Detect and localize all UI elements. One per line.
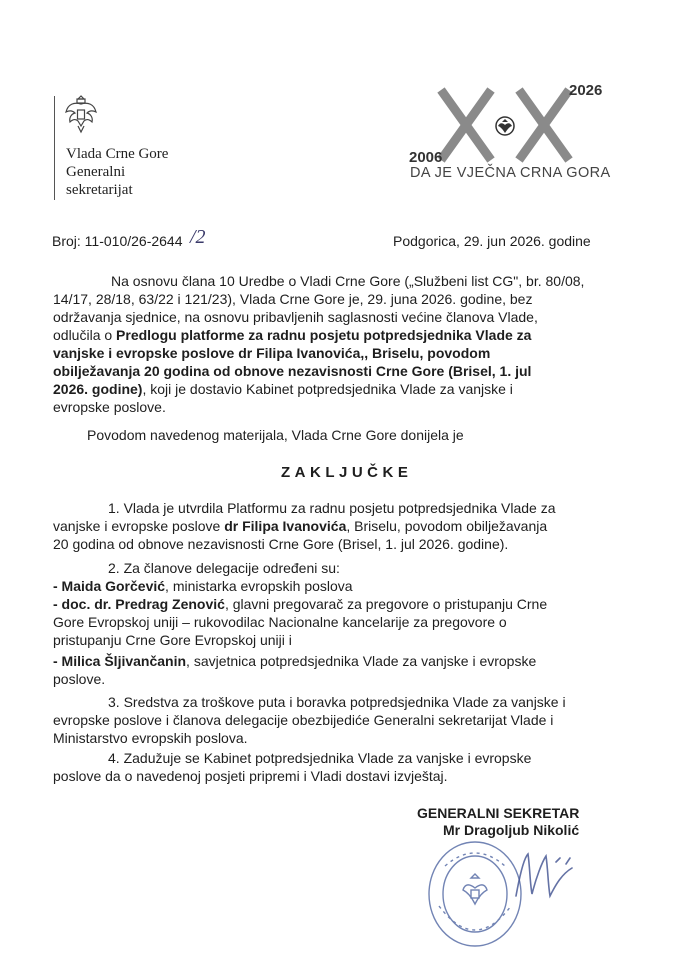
- org-unit-line2: sekretarijat: [66, 182, 133, 198]
- preamble-subject-bold: 2026. godine): [53, 381, 143, 397]
- delegate-line: poslove.: [53, 671, 106, 687]
- conclusion-line: 20 godina od obnove nezavisnosti Crne Gore (Brisel, 1. jul 2026. godine).: [53, 536, 509, 552]
- conclusion-line: Ministarstvo evropskih poslova.: [53, 730, 248, 746]
- conclusion-line: 1. Vlada je utvrdila Platformu za radnu posjetu potpredsjednika Vlade za: [108, 500, 556, 516]
- conclusion-line: poslove da o navedenoj posjeti pripremi i Vladi dostavi izvještaj.: [53, 768, 448, 784]
- logo-year-end: 2026: [569, 82, 603, 99]
- delegate-name: - doc. dr. Predrag Zenović: [53, 596, 225, 612]
- preamble-subject-bold: vanjske i evropske poslove dr Filipa Ivanovića,, Briselu, povodom: [53, 345, 491, 361]
- logo-year-start: 2006: [409, 149, 443, 166]
- preamble-subject-bold: obilježavanja 20 godina od obnove nezavisnosti Crne Gore (Brisel, 1. jul: [53, 363, 532, 379]
- delegate-role: , savjetnica potpredsjednika Vlade za vanjske i evropske: [186, 653, 537, 669]
- preamble-line: [53, 381, 513, 399]
- preamble-line: 14/17, 28/18, 63/22 i 121/23), Vlada Crne Gore je, 29. juna 2026. godine, bez: [53, 291, 533, 307]
- official-stamp-icon: [425, 836, 525, 956]
- conclusions-heading: ZAKLJUČKE: [281, 464, 413, 481]
- delegate-line: pristupanju Crne Gore Evropskoj uniji i: [53, 632, 292, 648]
- person-name: dr Filipa Ivanovića: [224, 518, 347, 534]
- conclusion-line: evropske poslove i članova delegacije obezbijediće Generalni sekretarijat Vlade i: [53, 712, 554, 728]
- signatory-title: GENERALNI SEKRETAR: [417, 805, 580, 821]
- preamble-line: evropske poslove.: [53, 399, 166, 415]
- org-name: Vlada Crne Gore: [66, 146, 169, 162]
- preamble-line: Na osnovu člana 10 Uredbe o Vladi Crne Gore („Službeni list CG", br. 80/08,: [111, 273, 585, 289]
- preamble-text: , koji je dostavio Kabinet potpredsjednika Vlade za vanjske i: [142, 381, 513, 397]
- signatory-name: Mr Dragoljub Nikolić: [443, 822, 580, 838]
- delegate-name: - Maida Gorčević: [53, 578, 166, 594]
- delegate-line: Gore Evropskoj uniji – rukovodilac Nacionalne kancelarije za pregovore o: [53, 614, 507, 630]
- conclusion-text: , Briselu, povodom obilježavanja: [346, 518, 548, 534]
- preamble-line: Povodom navedenog materijala, Vlada Crne Gore donijela je: [87, 427, 464, 443]
- preamble-line: [53, 327, 531, 345]
- preamble-text: odlučila o: [53, 327, 117, 343]
- delegate-line: [53, 596, 547, 614]
- org-unit-line1: Generalni: [66, 164, 126, 180]
- conclusion-line: 2. Za članove delegacije određeni su:: [108, 560, 340, 576]
- delegate-name: - Milica Šljivančanin: [53, 653, 187, 669]
- document-number-handwritten-suffix: /2: [190, 226, 206, 248]
- delegate-line: [53, 653, 536, 671]
- document-number: Broj: 11-010/26-2644: [52, 233, 183, 249]
- preamble-subject-bold: Predlogu platforme za radnu posjetu potpredsjednika Vlade za: [116, 327, 532, 343]
- conclusion-line: 4. Zadužuje se Kabinet potpredsjednika Vlade za vanjske i evropske: [108, 750, 532, 766]
- preamble-line: održavanja sjednice, na osnovu pribavljenih saglasnosti većine članova Vlade,: [53, 309, 538, 325]
- conclusion-line: 3. Sredstva za troškove puta i boravka potpredsjednika Vlade za vanjske i: [108, 694, 566, 710]
- header-divider: [54, 96, 55, 200]
- conclusion-text: vanjske i evropske poslove: [53, 518, 225, 534]
- place-and-date: Podgorica, 29. jun 2026. godine: [393, 233, 591, 249]
- delegate-role: , glavni pregovarač za pregovore o pristupanju Crne: [224, 596, 548, 612]
- delegate-line: [53, 578, 353, 596]
- coat-of-arms-icon: [62, 92, 100, 136]
- conclusion-line: [53, 518, 547, 536]
- logo-motto: DA JE VJEČNA CRNA GORA: [410, 165, 611, 181]
- delegate-role: , ministarka evropskih poslova: [165, 578, 353, 594]
- handwritten-signature-icon: [512, 844, 592, 904]
